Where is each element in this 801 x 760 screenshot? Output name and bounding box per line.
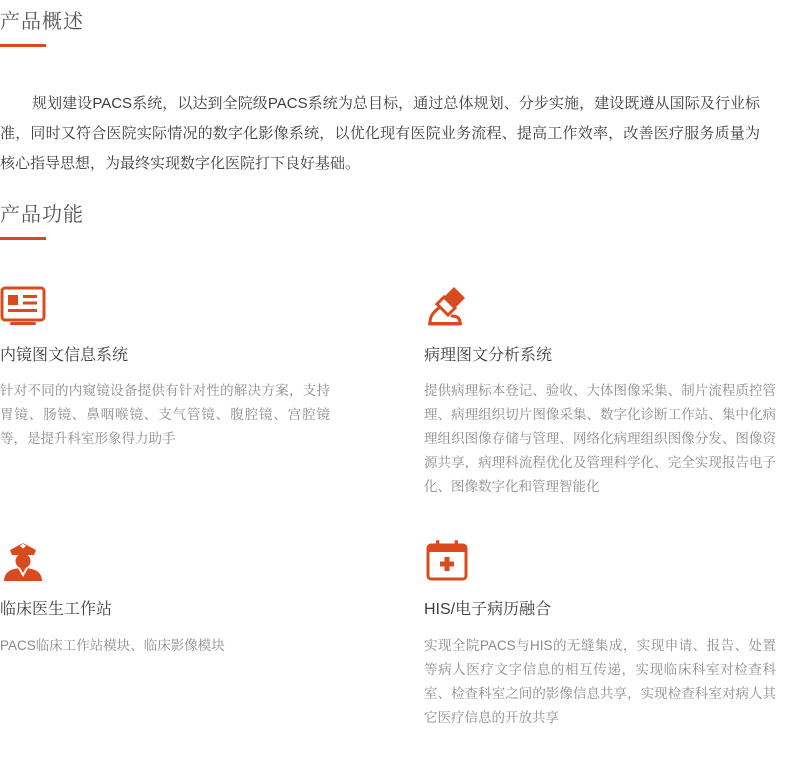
feature-description: 针对不同的内窥镜设备提供有针对性的解决方案，支持胃镜、肠镜、鼻咽喉镜、支气管镜、腹腔镜、宫腔镜等，是提升科室形象得力助手: [0, 383, 330, 447]
overview-paragraph: 规划建设PACS系统，以达到全院级PACS系统为总目标，通过总体规划、分步实施，建设既遵从国际及行业标准，同时又符合医院实际情况的数字化影像系统，以优化现有医院业务流程、提高工作效率，改善医疗服务质量为核心指导思想，为最终实现数字化医院打下良好基础。: [0, 95, 760, 172]
heading-underline: [0, 237, 46, 240]
feature-description: PACS临床工作站模块、临床影像模块: [0, 637, 225, 653]
feature-list: [0, 283, 801, 730]
endoscope-report-icon: [0, 283, 46, 329]
features-title: 产品功能: [0, 204, 84, 226]
doctor-icon: [0, 537, 46, 583]
feature-description: 提供病理标本登记、验收、大体图像采集、制片流程质控管理、病理组织切片图像采集、数字化诊断工作站、集中化病理组织图像存储与管理、网络化病理组织图像分发、图像资源共享，病理科流程优化及管理科学化、完全实现报告电子化、图像数字化和管理智能化: [424, 383, 776, 495]
medical-record-icon: [424, 537, 470, 583]
feature-title: 内镜图文信息系统: [0, 347, 129, 364]
feature-card: [424, 537, 801, 729]
feature-card: [0, 537, 424, 729]
microscope-icon: [424, 283, 470, 329]
feature-title: 病理图文分析系统: [424, 347, 553, 364]
feature-card: [424, 283, 801, 499]
feature-card: [0, 283, 424, 499]
section-product-overview: [0, 10, 801, 47]
feature-description: 实现全院PACS与HIS的无缝集成，实现申请、报告、处置等病人医疗文字信息的相互传递，实现临床科室对检查科室、检查科室之间的影像信息共享，实现检查科室对病人其它医疗信息的开放共享: [424, 637, 776, 725]
heading-underline: [0, 44, 46, 47]
page-title: 产品概述: [0, 11, 84, 33]
feature-title: 临床医生工作站: [0, 601, 113, 619]
section-product-features: [0, 203, 801, 240]
feature-title: HIS/电子病历融合: [424, 601, 552, 619]
